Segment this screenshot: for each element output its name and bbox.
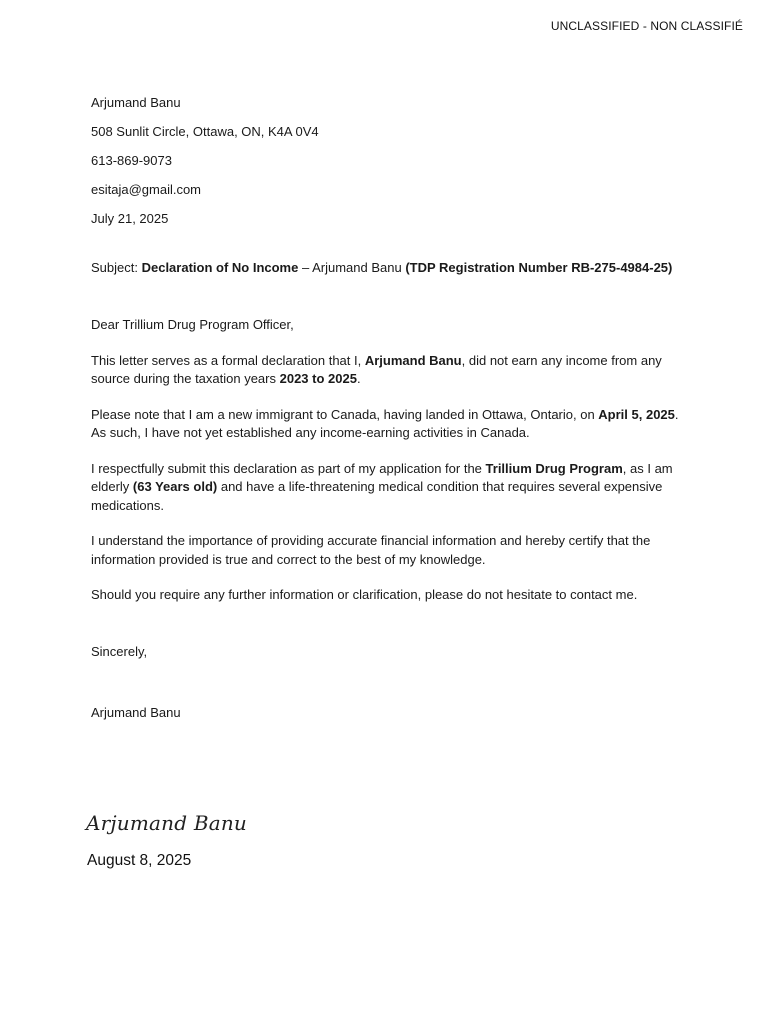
letter-date: July 21, 2025 [91, 211, 169, 226]
declarant-name: Arjumand Banu [364, 352, 462, 368]
applicant-age: (63 Years old) [132, 479, 218, 494]
signature-date: August 8, 2025 [87, 852, 192, 869]
classification-label: UNCLASSIFIED - NON CLASSIFIÉ [550, 19, 743, 33]
paragraph-certification: I understand the importance of providing accurate financial information and hereby certify that the information provided is true and correct to the best of my knowledge. [91, 533, 651, 567]
landing-date: April 5, 2025 [598, 406, 675, 422]
sender-phone: 613-869-9073 [91, 153, 172, 168]
sender-address: 508 Sunlit Circle, Ottawa, ON, K4A 0V4 [91, 124, 319, 139]
signer-name: Arjumand Banu [91, 705, 181, 720]
paragraph-text: . [356, 371, 361, 386]
subject-title: Declaration of No Income [141, 259, 299, 275]
sender-email: esitaja@gmail.com [91, 182, 202, 197]
paragraph-text: , did not earn any income from any source during the taxation years [91, 352, 662, 386]
subject-reference: (TDP Registration Number RB-275-4984-25) [405, 259, 673, 275]
subject-line [91, 259, 681, 278]
valediction: Sincerely, [91, 643, 148, 659]
paragraph-text: and have a life-threatening medical condition that requires several expensive medications. [91, 479, 663, 513]
paragraph-contact: Should you require any further information or clarification, please do not hesitate to contact me. [91, 587, 638, 602]
paragraph-text: Please note that I am a new immigrant to Canada, having landed in Ottawa, Ontario, on [91, 406, 599, 422]
paragraph-text: , as I am elderly [91, 460, 673, 494]
subject-dash: – Arjumand Banu [298, 259, 406, 275]
sender-block [91, 94, 681, 229]
handwritten-signature: Arjumand Banu [86, 811, 247, 835]
subject-label: Subject: [91, 259, 142, 275]
sender-name: Arjumand Banu [91, 95, 181, 110]
paragraph-text: . As such, I have not yet established any income-earning activities in Canada. [91, 406, 679, 440]
program-name: Trillium Drug Program [485, 460, 623, 476]
paragraph-text: This letter serves as a formal declaration that I, [91, 352, 365, 368]
taxation-years: 2023 to 2025 [279, 371, 357, 386]
salutation: Dear Trillium Drug Program Officer, [91, 317, 294, 332]
paragraph-text: I respectfully submit this declaration as part of my application for the [91, 460, 486, 476]
paragraph-declaration [91, 352, 681, 389]
paragraph-immigration [91, 406, 681, 443]
letter-body [91, 94, 681, 736]
paragraph-application [91, 460, 681, 516]
